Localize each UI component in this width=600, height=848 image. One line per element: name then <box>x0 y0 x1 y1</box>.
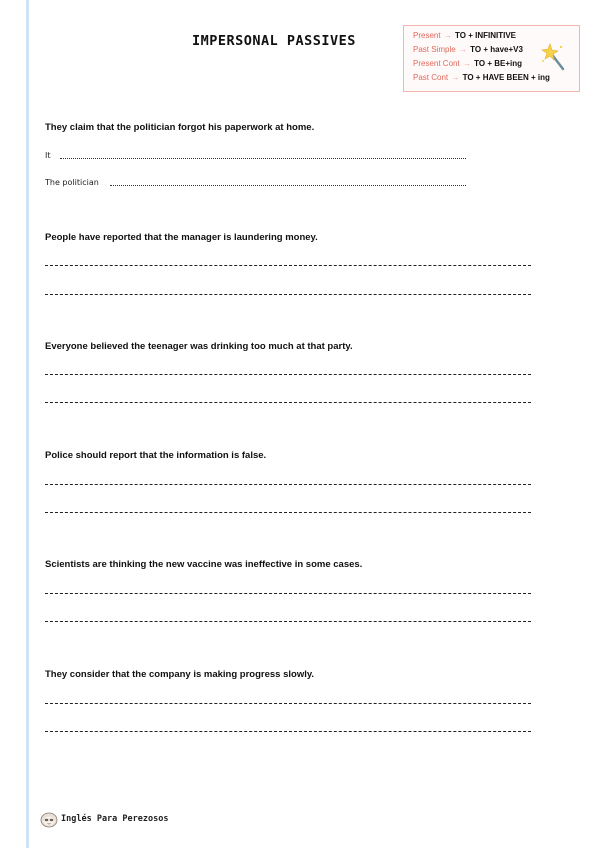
answer-line[interactable] <box>45 374 531 375</box>
answer-line[interactable] <box>45 265 531 266</box>
legend-rule: TO + INFINITIVE <box>455 31 517 40</box>
arrow-icon: → <box>443 31 452 40</box>
legend-tense: Past Cont <box>413 73 449 82</box>
page-title: IMPERSONAL PASSIVES <box>192 33 356 49</box>
answer-line[interactable] <box>45 593 531 594</box>
legend-row-past-cont <box>413 73 550 82</box>
answer-line[interactable] <box>45 484 531 485</box>
answer-line[interactable] <box>45 402 531 403</box>
answer-dotted-line[interactable] <box>60 158 466 159</box>
answer-line[interactable] <box>45 703 531 704</box>
legend-tense: Present <box>413 31 441 40</box>
arrow-icon: → <box>451 73 460 82</box>
exercise-sentence-4: Police should report that the information is false. <box>45 450 267 461</box>
answer-dotted-line[interactable] <box>110 185 466 186</box>
legend-row-present-cont <box>413 59 522 68</box>
exercise-sentence-1: They claim that the politician forgot his paperwork at home. <box>45 122 315 133</box>
answer-line[interactable] <box>45 512 531 513</box>
arrow-icon: → <box>458 45 467 54</box>
exercise-sentence-6: They consider that the company is making progress slowly. <box>45 669 315 680</box>
exercise-sentence-5: Scientists are thinking the new vaccine was ineffective in some cases. <box>45 559 363 570</box>
answer-line[interactable] <box>45 731 531 732</box>
grammar-legend-box <box>403 25 580 92</box>
prompt-label-politician: The politician <box>45 178 99 187</box>
answer-line[interactable] <box>45 621 531 622</box>
answer-line[interactable] <box>45 294 531 295</box>
legend-row-past-simple <box>413 45 523 54</box>
legend-tense: Past Simple <box>413 45 456 54</box>
margin-rule <box>26 0 29 848</box>
arrow-icon: → <box>462 59 471 68</box>
brand-name: Inglés Para Perezosos <box>61 814 169 824</box>
sloth-logo-icon <box>40 812 58 828</box>
legend-rule: TO + BE+ing <box>474 59 523 68</box>
exercise-sentence-2: People have reported that the manager is laundering money. <box>45 232 318 243</box>
legend-tense: Present Cont <box>413 59 460 68</box>
legend-row-present <box>413 31 516 40</box>
legend-rule: TO + have+V3 <box>470 45 523 54</box>
magic-wand-icon <box>541 42 567 72</box>
prompt-label-it: It <box>45 151 51 160</box>
exercise-sentence-3: Everyone believed the teenager was drinking too much at that party. <box>45 341 353 352</box>
legend-rule: TO + HAVE BEEN + ing <box>462 73 550 82</box>
